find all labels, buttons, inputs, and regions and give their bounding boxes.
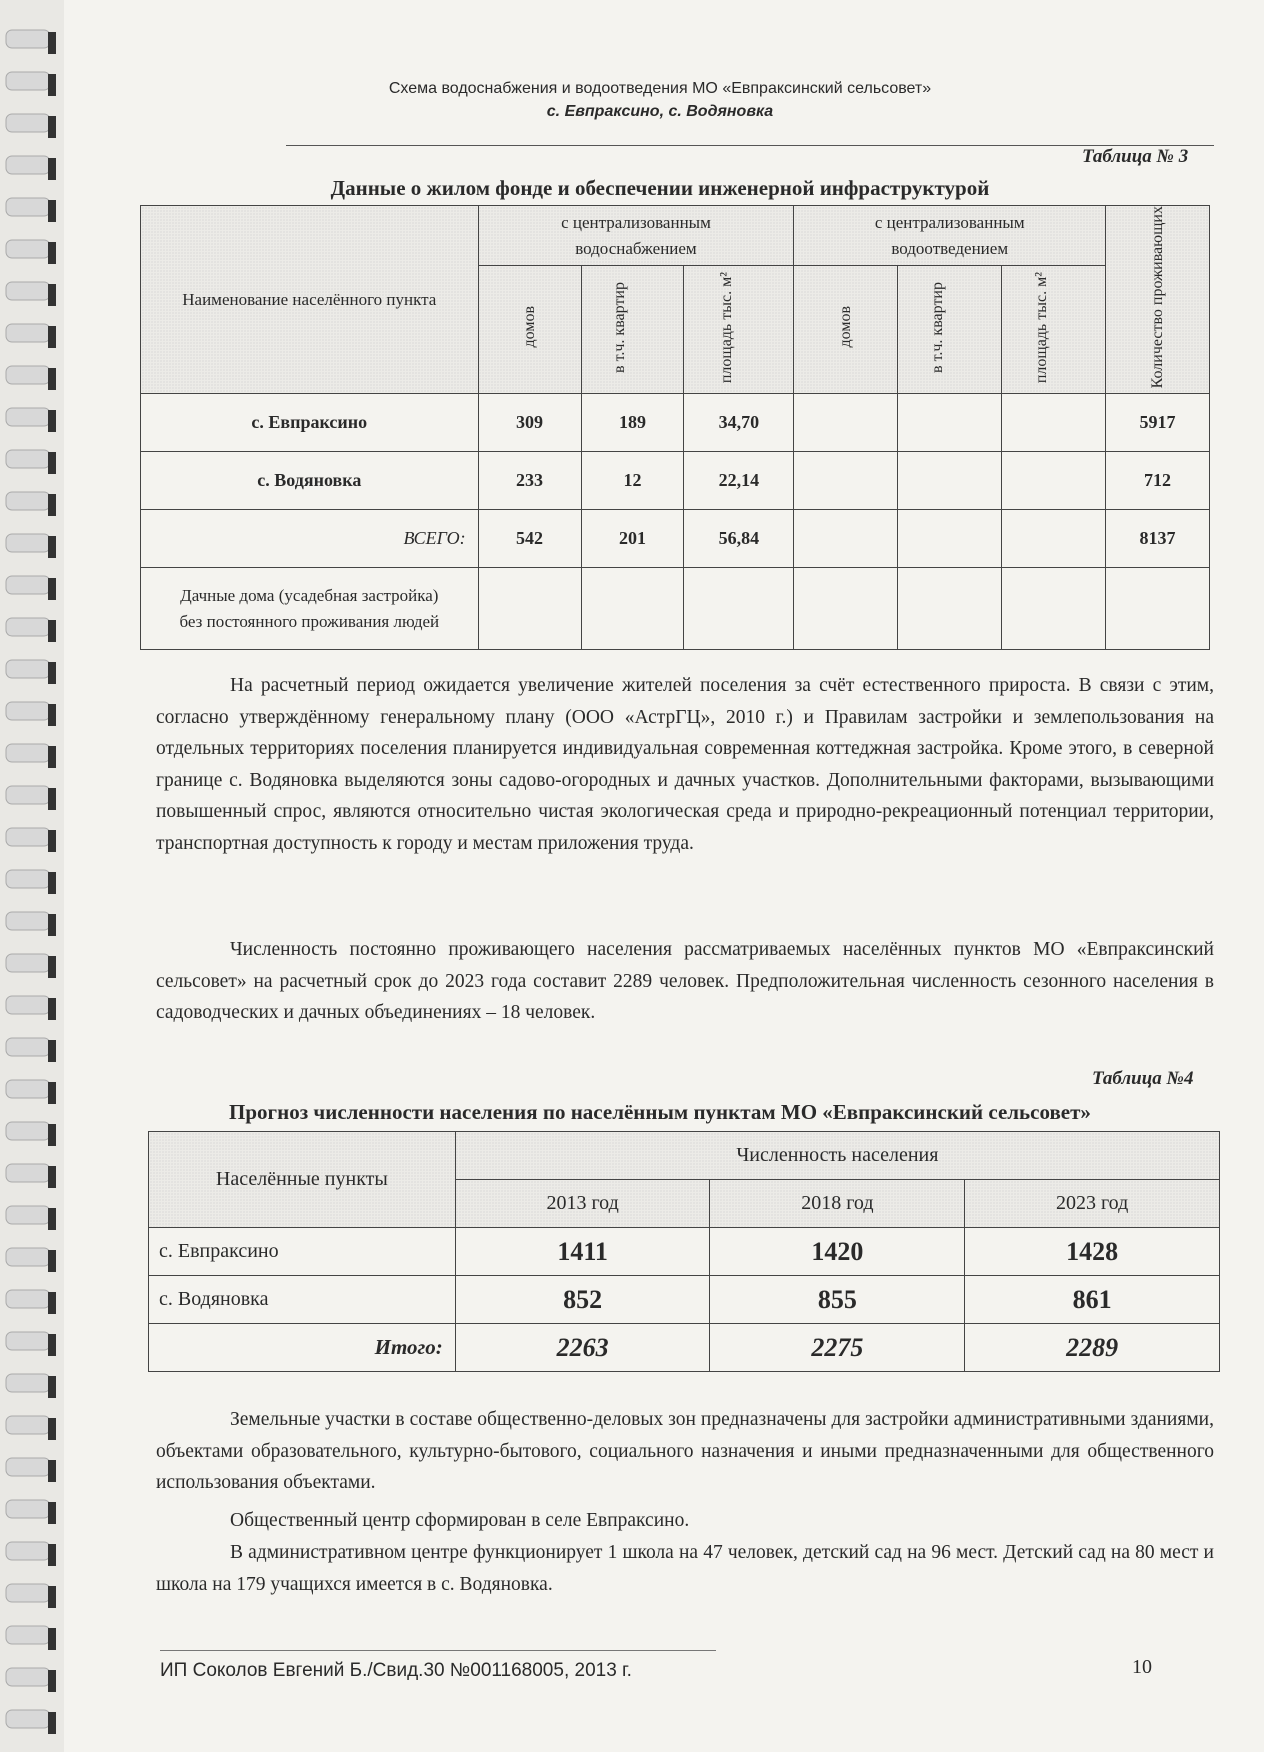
binding-ring [6, 1668, 50, 1686]
col-header-water-area: площадь тыс. м² [684, 266, 794, 394]
table4-title: Прогноз численности населения по населённым пунктам МО «Евпраксинский сельсовет» [229, 1100, 1091, 1124]
housing-table [140, 205, 1210, 650]
col-header-settlements: Населённые пункты [149, 1132, 456, 1228]
binding-ring [6, 408, 50, 426]
binding-hole [48, 1208, 56, 1230]
col-header-year: 2023 год [965, 1180, 1220, 1228]
col-header-year: 2013 год [455, 1180, 710, 1228]
binding-ring [6, 1206, 50, 1224]
col-header-water-supply: с централизованным водоснабжением [478, 206, 794, 266]
col-header-water-apartments: в т.ч. квартир [581, 266, 684, 394]
binding-hole [48, 956, 56, 978]
cell-empty [478, 568, 581, 650]
paragraph-growth: На расчетный период ожидается увеличение жителей поселения за счёт естественного прироста. В связи с этим, согласно утверждённому генеральному плану (ООО «АстрГЦ», 2010 г.) и Правилам застройки и землепользования на отдельных территориях поселения планируется индивидуальная современная коттеджная застройка. Кроме этого, в северной границе с. Водяновка выделяются зоны садово-огородных и дачных участков. Дополнительными факторами, вызывающими повышенный спрос, являются относительно чистая экологическая среда и природно-рекреационный потенциал территории, транспортная доступность к городу и местам приложения труда. [156, 675, 1214, 854]
table3-caption: Таблица № 3 [1082, 146, 1189, 167]
cell-empty [1002, 510, 1106, 568]
binding-ring [6, 660, 50, 678]
population-forecast-table [148, 1131, 1220, 1372]
cell-value: 2289 [965, 1324, 1220, 1372]
binding-ring [6, 1290, 50, 1308]
cell-residents: 8137 [1106, 510, 1210, 568]
binding-ring [6, 1080, 50, 1098]
binding-ring [6, 870, 50, 888]
binding-hole [48, 32, 56, 54]
binding-ring [6, 1710, 50, 1728]
binding-hole [48, 1376, 56, 1398]
binding-hole [48, 452, 56, 474]
binding-hole [48, 1712, 56, 1734]
binding-ring [6, 198, 50, 216]
binding-ring [6, 1416, 50, 1434]
binding-ring [6, 786, 50, 804]
cell-value: 861 [965, 1276, 1220, 1324]
cell-empty [794, 568, 898, 650]
cell-value: 1411 [455, 1228, 710, 1276]
binding-ring [6, 1500, 50, 1518]
cell-value: 1420 [710, 1228, 965, 1276]
row-name: с. Водяновка [149, 1276, 456, 1324]
binding-ring [6, 1248, 50, 1266]
paragraph-population: Численность постоянно проживающего населения рассматриваемых населённых пунктов МО «Евпраксинский сельсовет» на расчетный срок до 2023 года составит 2289 человек. Предположительная численность сезонного населения в садоводческих и дачных объединениях – 18 человек. [156, 939, 1214, 1023]
cell-residents: 712 [1106, 452, 1210, 510]
binding-ring [6, 1584, 50, 1602]
binding-ring [6, 114, 50, 132]
row-name-total: Итого: [149, 1324, 456, 1372]
binding-hole [48, 1082, 56, 1104]
binding-hole [48, 1628, 56, 1650]
binding-ring [6, 72, 50, 90]
table-row-total [149, 1324, 1220, 1372]
table-row [149, 1276, 1220, 1324]
cell-area: 34,70 [684, 394, 794, 452]
row-name: с. Евпраксино [141, 394, 479, 452]
cell-empty [684, 568, 794, 650]
binding-hole [48, 1544, 56, 1566]
cell-value: 2263 [455, 1324, 710, 1372]
binding-ring [6, 744, 50, 762]
cell-value: 852 [455, 1276, 710, 1324]
binding-hole [48, 1334, 56, 1356]
binding-hole [48, 1166, 56, 1188]
header-rule [286, 145, 1214, 146]
binding-ring [6, 1164, 50, 1182]
binding-ring [6, 912, 50, 930]
table-row [141, 568, 1210, 650]
binding-hole [48, 1460, 56, 1482]
cell-area: 56,84 [684, 510, 794, 568]
paragraph-center: Общественный центр сформирован в селе Евпраксино. [230, 1510, 690, 1531]
binding-ring [6, 1626, 50, 1644]
binding-hole [48, 536, 56, 558]
binding-hole [48, 872, 56, 894]
page-number: 10 [1132, 1656, 1152, 1678]
cell-houses: 309 [478, 394, 581, 452]
col-header-sewer-area: площадь тыс. м² [1002, 266, 1106, 394]
cell-houses: 233 [478, 452, 581, 510]
cell-empty [794, 452, 898, 510]
col-header-sewer-houses: домов [794, 266, 898, 394]
binding-ring [6, 366, 50, 384]
cell-apartments: 201 [581, 510, 684, 568]
binding-hole [48, 620, 56, 642]
binding-ring [6, 1122, 50, 1140]
binding-hole [48, 578, 56, 600]
binding-ring [6, 618, 50, 636]
footer-author: ИП Соколов Евгений Б./Свид.30 №001168005, 2013 г. [160, 1660, 632, 1681]
table3-title: Данные о жилом фонде и обеспечении инженерной инфраструктурой [330, 176, 990, 200]
col-header-year: 2018 год [710, 1180, 965, 1228]
binding-hole [48, 662, 56, 684]
binding-hole [48, 1586, 56, 1608]
cell-empty [794, 510, 898, 568]
row-name: Дачные дома (усадебная застройка) без постоянного проживания людей [141, 568, 479, 650]
binding-ring [6, 282, 50, 300]
cell-value: 2275 [710, 1324, 965, 1372]
cell-empty [794, 394, 898, 452]
binding-hole [48, 746, 56, 768]
binding-hole [48, 116, 56, 138]
row-name: с. Евпраксино [149, 1228, 456, 1276]
binding-hole [48, 74, 56, 96]
cell-empty [898, 568, 1002, 650]
binding-ring [6, 1332, 50, 1350]
col-header-settlement: Наименование населённого пункта [141, 206, 479, 394]
binding-hole [48, 704, 56, 726]
col-header-population: Численность населения [455, 1132, 1219, 1180]
binding-ring [6, 240, 50, 258]
binding-ring [6, 954, 50, 972]
cell-empty [1002, 568, 1106, 650]
col-header-residents: Количество проживающих [1106, 206, 1210, 394]
binding-ring [6, 534, 50, 552]
running-header-title: Схема водоснабжения и водоотведения МО «Евпраксинский сельсовет» [388, 80, 932, 97]
binding-hole [48, 1124, 56, 1146]
binding-hole [48, 410, 56, 432]
binding-hole [48, 1292, 56, 1314]
binding-hole [48, 1040, 56, 1062]
spiral-binding [0, 0, 64, 1752]
cell-houses: 542 [478, 510, 581, 568]
cell-residents: 5917 [1106, 394, 1210, 452]
binding-hole [48, 200, 56, 222]
running-header-places: с. Евпраксино, с. Водяновка [546, 103, 774, 120]
binding-hole [48, 326, 56, 348]
cell-empty [898, 510, 1002, 568]
cell-empty [898, 394, 1002, 452]
row-name-total: ВСЕГО: [141, 510, 479, 568]
binding-ring [6, 1458, 50, 1476]
binding-ring [6, 1542, 50, 1560]
binding-ring [6, 702, 50, 720]
row-name: с. Водяновка [141, 452, 479, 510]
cell-area: 22,14 [684, 452, 794, 510]
cell-value: 1428 [965, 1228, 1220, 1276]
footer-rule [160, 1650, 716, 1651]
document-page [70, 0, 1250, 1752]
binding-hole [48, 830, 56, 852]
col-header-sewer-apartments: в т.ч. квартир [898, 266, 1002, 394]
paragraph-schools: В административном центре функционирует 1 школа на 47 человек, детский сад на 96 мест. Детский сад на 80 мест и школа на 179 учащихся имеется в с. Водяновка. [156, 1542, 1214, 1595]
binding-ring [6, 450, 50, 468]
paragraph-land: Земельные участки в составе общественно-деловых зон предназначены для застройки административными зданиями, объектами образовательного, культурно-бытового, социального назначения и иными предназначенными для общественного использования объектами. [156, 1409, 1214, 1493]
cell-empty [898, 452, 1002, 510]
binding-ring [6, 576, 50, 594]
binding-hole [48, 1250, 56, 1272]
table-row [141, 452, 1210, 510]
table4-caption: Таблица №4 [1092, 1068, 1194, 1089]
binding-hole [48, 998, 56, 1020]
table-row [141, 394, 1210, 452]
binding-ring [6, 828, 50, 846]
col-header-sewerage: с централизованным водоотведением [794, 206, 1106, 266]
table-row-total [141, 510, 1210, 568]
cell-apartments: 12 [581, 452, 684, 510]
binding-ring [6, 996, 50, 1014]
binding-hole [48, 284, 56, 306]
cell-empty [1002, 452, 1106, 510]
binding-ring [6, 30, 50, 48]
binding-ring [6, 1374, 50, 1392]
binding-hole [48, 368, 56, 390]
cell-value: 855 [710, 1276, 965, 1324]
binding-hole [48, 914, 56, 936]
binding-hole [48, 1670, 56, 1692]
binding-ring [6, 492, 50, 510]
binding-hole [48, 158, 56, 180]
binding-hole [48, 1418, 56, 1440]
binding-ring [6, 156, 50, 174]
binding-hole [48, 494, 56, 516]
col-header-water-houses: домов [478, 266, 581, 394]
binding-ring [6, 324, 50, 342]
binding-ring [6, 1038, 50, 1056]
cell-empty [581, 568, 684, 650]
cell-apartments: 189 [581, 394, 684, 452]
table-row [149, 1228, 1220, 1276]
cell-empty [1002, 394, 1106, 452]
cell-empty [1106, 568, 1210, 650]
binding-hole [48, 1502, 56, 1524]
binding-hole [48, 788, 56, 810]
binding-hole [48, 242, 56, 264]
